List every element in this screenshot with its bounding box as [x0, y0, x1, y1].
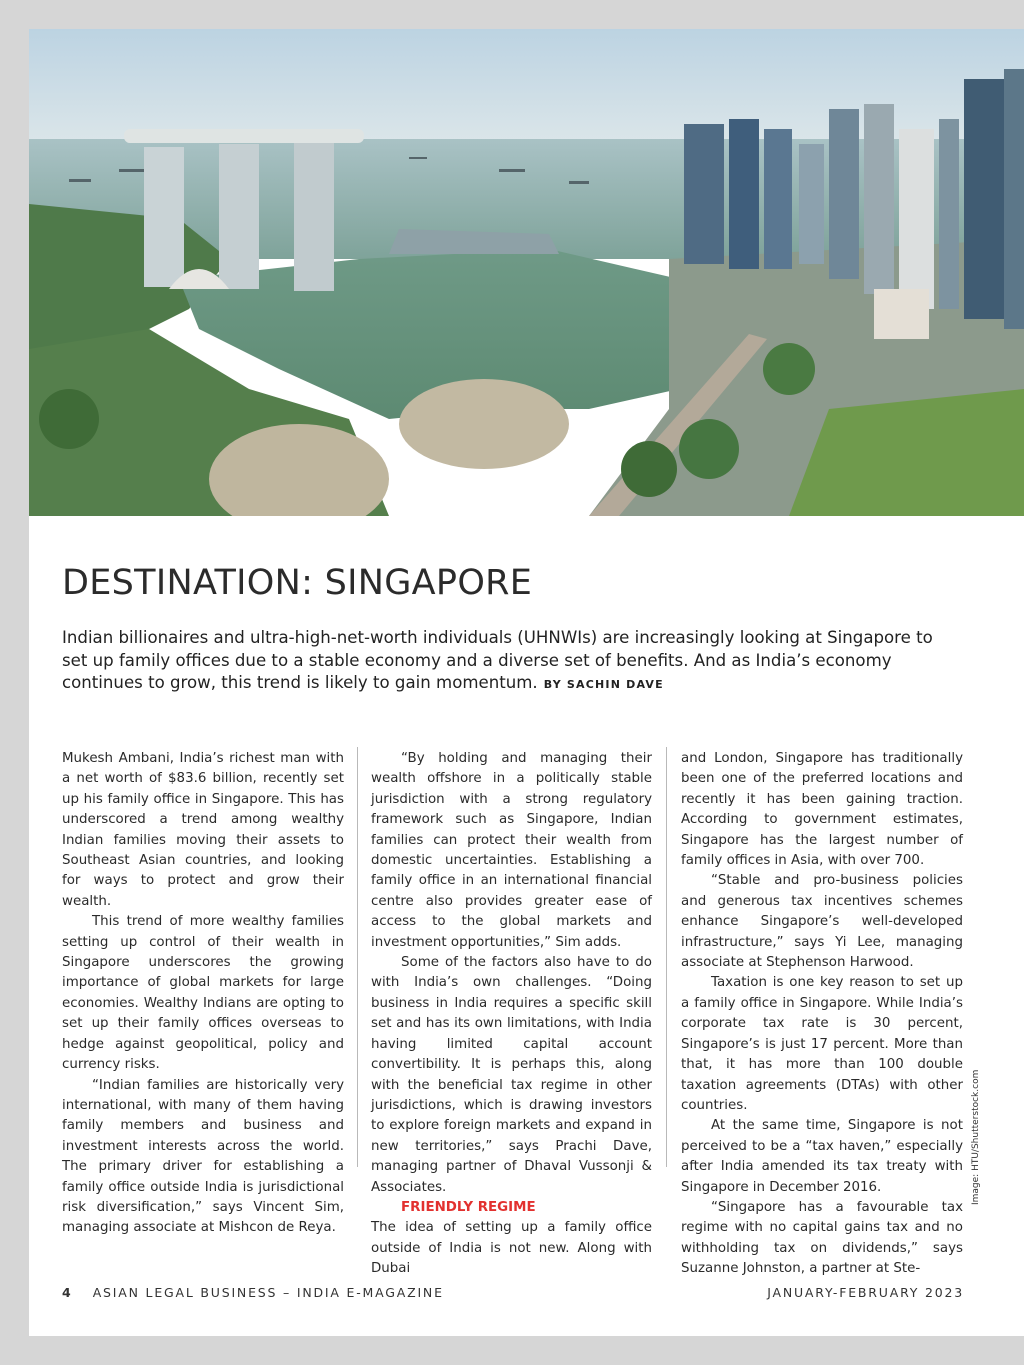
paragraph: Taxation is one key reason to set up a family office in Singapore. While India’s corporate tax rate is 30 percent, Singapore’s is just 17 percent. More than that, it has more than 100 double taxation agreements (DTAs) with other countries.	[681, 975, 963, 1113]
singapore-skyline-photo	[29, 29, 1024, 516]
byline: BY SACHIN DAVE	[543, 678, 664, 691]
footer-left	[62, 1285, 444, 1300]
article-column-1	[62, 749, 344, 1239]
paragraph: “Indian families are historically very international, with many of them having family members and business and investment interests across the world. The primary driver for establishing a family office outside India is jurisdictional risk diversification,” says Vincent Sim, managing associate at Mishcon de Reya.	[62, 1077, 344, 1236]
image-credit: Image: HTU/Shutterstock.com	[971, 1069, 981, 1205]
page-number: 4	[62, 1285, 71, 1300]
paragraph: and London, Singapore has traditionally been one of the preferred locations and recently it has been gaining traction. According to government estimates, Singapore has the largest number of family offices in Asia, with over 700.	[681, 751, 963, 869]
publication-name: ASIAN LEGAL BUSINESS – INDIA E-MAGAZINE	[92, 1285, 444, 1300]
paragraph: The idea of setting up a family office outside of India is not new. Along with Dubai	[371, 1220, 652, 1277]
paragraph: This trend of more wealthy families setting up control of their wealth in Singapore underscores the growing importance of global markets for large economies. Wealthy Indians are opting to set up their family offices overseas to hedge against geopolitical, policy and currency risks.	[62, 914, 344, 1073]
paragraph: “Stable and pro-business policies and generous tax incentives schemes enhance Singapore’s well-developed infrastructure,” says Yi Lee, managing associate at Stephenson Harwood.	[681, 873, 963, 971]
standfirst-text: Indian billionaires and ultra-high-net-worth individuals (UHNWIs) are increasingly looking at Singapore to set up family offices due to a stable economy and a diverse set of benefits. And as India’s economy continues to grow, this trend is likely to gain momentum.	[62, 628, 933, 692]
paragraph: “Singapore has a favourable tax regime with no capital gains tax and no withholding tax on dividends,” says Suzanne Johnston, a partner at Ste-	[681, 1199, 963, 1277]
issue-date: JANUARY-FEBRUARY 2023	[767, 1285, 964, 1300]
article-column-3	[681, 749, 963, 1280]
column-divider	[357, 747, 358, 1167]
section-subhead: FRIENDLY REGIME	[401, 1199, 536, 1215]
article-title: DESTINATION: SINGAPORE	[62, 563, 533, 603]
paragraph: Some of the factors also have to do with India’s own challenges. “Doing business in India requires a specific skill set and has its own limitations, with India having limited capital account convertibility. It is perhaps this, along with the beneficial tax regime in other jurisdictions, which is drawing investors to explore foreign markets and expand in new territories,” says Prachi Dave, managing partner of Dhaval Vussonji & Associates.	[371, 955, 652, 1195]
magazine-page	[29, 29, 1024, 1336]
column-divider	[666, 747, 667, 1167]
article-standfirst	[62, 627, 962, 697]
paragraph: Mukesh Ambani, India’s richest man with a net worth of $83.6 billion, recently set up his family office in Singapore. This has underscored a trend among wealthy Indian families moving their assets to Southeast Asian countries, and looking for ways to protect and grow their wealth.	[62, 751, 344, 909]
paragraph: “By holding and managing their wealth offshore in a politically stable jurisdiction with a strong regulatory framework such as Singapore, Indian families can protect their wealth from domestic uncertainties. Establishing a family office in an international financial centre also provides greater ease of access to the global markets and investment opportunities,” Sim adds.	[371, 751, 652, 950]
article-column-2	[371, 749, 652, 1280]
paragraph: At the same time, Singapore is not perceived to be a “tax haven,” especially after India amended its tax treaty with Singapore in December 2016.	[681, 1118, 963, 1195]
